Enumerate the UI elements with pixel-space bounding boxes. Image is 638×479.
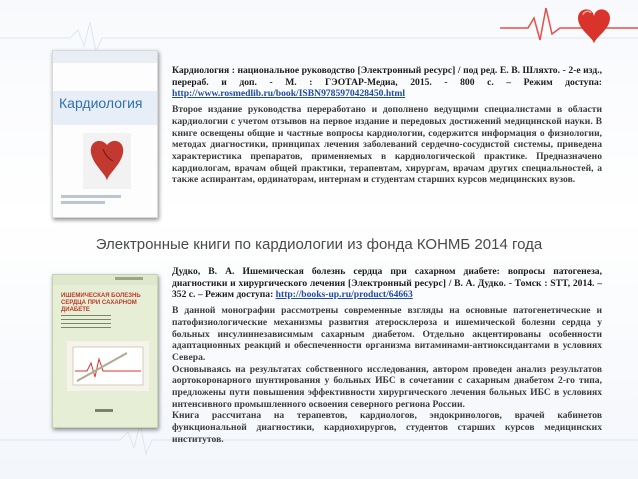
cover-author-line [115, 277, 143, 280]
book2-entry [172, 266, 602, 446]
book2-citation-text: Дудко, В. А. Ишемическая болезнь сердца при сахарном диабете: вопросы патогенеза, диагностики и хирургического лечения [Электронный ресурс] / В. А. Дудко. - Томск : STT, 2014. – 352 с. – Режим доступа: [172, 266, 602, 301]
book2-description-3: Книга рассчитана на терапевтов, кардиологов, эндокринологов, врачей кабинетов функциональной диагностики, кардиохирургов, студентов старших курсов медицинских институтов. [172, 410, 602, 445]
book2-description-2: Основываясь на результатах собственного исследования, автором проведен анализ результатов аортокоронарного шунтирования у больных ИБС в сочетании с сахарным диабетом 2-го типа, предложены пути повышения эффективности хирургического лечения больных ИБС в условиях интенсивного промышленного освоения северного региона России. [172, 363, 602, 410]
cover-title: ИШЕМИЧЕСКАЯ БОЛЕЗНЬ СЕРДЦА ПРИ САХАРНОМ ДИАБЕТЕ [61, 293, 141, 313]
cover-editor-line [61, 201, 105, 204]
book-cover-ischemic-disease[interactable] [52, 274, 158, 428]
section-heading: Электронные книги по кардиологии из фонда КОНМБ 2014 года [95, 236, 543, 253]
cover-header-strip [53, 51, 157, 63]
book1-citation-text: Кардиология : национальное руководство [Электронный ресурс] / под ред. Е. В. Шляхто. - 2-е изд., перераб. и доп. - М. : ГЭОТАР-Медиа, 2015. - 800 с. – Режим доступа: [172, 65, 602, 88]
cover-publisher-line [95, 409, 113, 412]
book1-link[interactable]: http://www.rosmedlib.ru/book/ISBN9785970428450.html [172, 88, 406, 100]
cover-editor-line [61, 195, 121, 198]
book2-link[interactable]: http://books-up.ru/product/64663 [275, 289, 413, 301]
book1-description: Второе издание руководства переработано и дополнено ведущими специалистами в области кардиологии с учетом отзывов на первое издание и передовых достижений медицинской науки. В книге освещены общие и частные вопросы кардиологии, содержится информация о физиологии, методах диагностики, принципах лечения заболеваний сердечно-сосудистой системы, приведена характеристика препаратов, применяемых в кардиологической практике. Предназначено кардиологам, врачам общей практики, терапевтам, хирургам, врачам других специальностей, а также аспирантам, ординаторам, интернам и студентам старших курсов медицинских вузов. [172, 104, 602, 186]
book2-citation [172, 266, 602, 301]
book-cover-cardiology[interactable] [52, 50, 158, 218]
book1-citation [172, 65, 602, 100]
book2-description-1: В данной монографии рассмотрены современные взгляды на основные патогенетические и патофизиологические механизмы развития атеросклероза и ишемической болезни сердца у больных инсулиннезависимым сахарным диабетом. Отдельно акцентированы особенности адаптационных реакций и обеспеченности организма витаминами-антиоксидантами в условиях Севера. [172, 305, 602, 363]
cover-photo-icon [67, 341, 149, 391]
cover-title: Кардиология [59, 95, 143, 111]
book1-entry [172, 65, 602, 186]
heart-illustration-icon [83, 133, 131, 189]
ecg-line-icon [500, 8, 638, 40]
cover-subtitle-lines [61, 315, 111, 329]
